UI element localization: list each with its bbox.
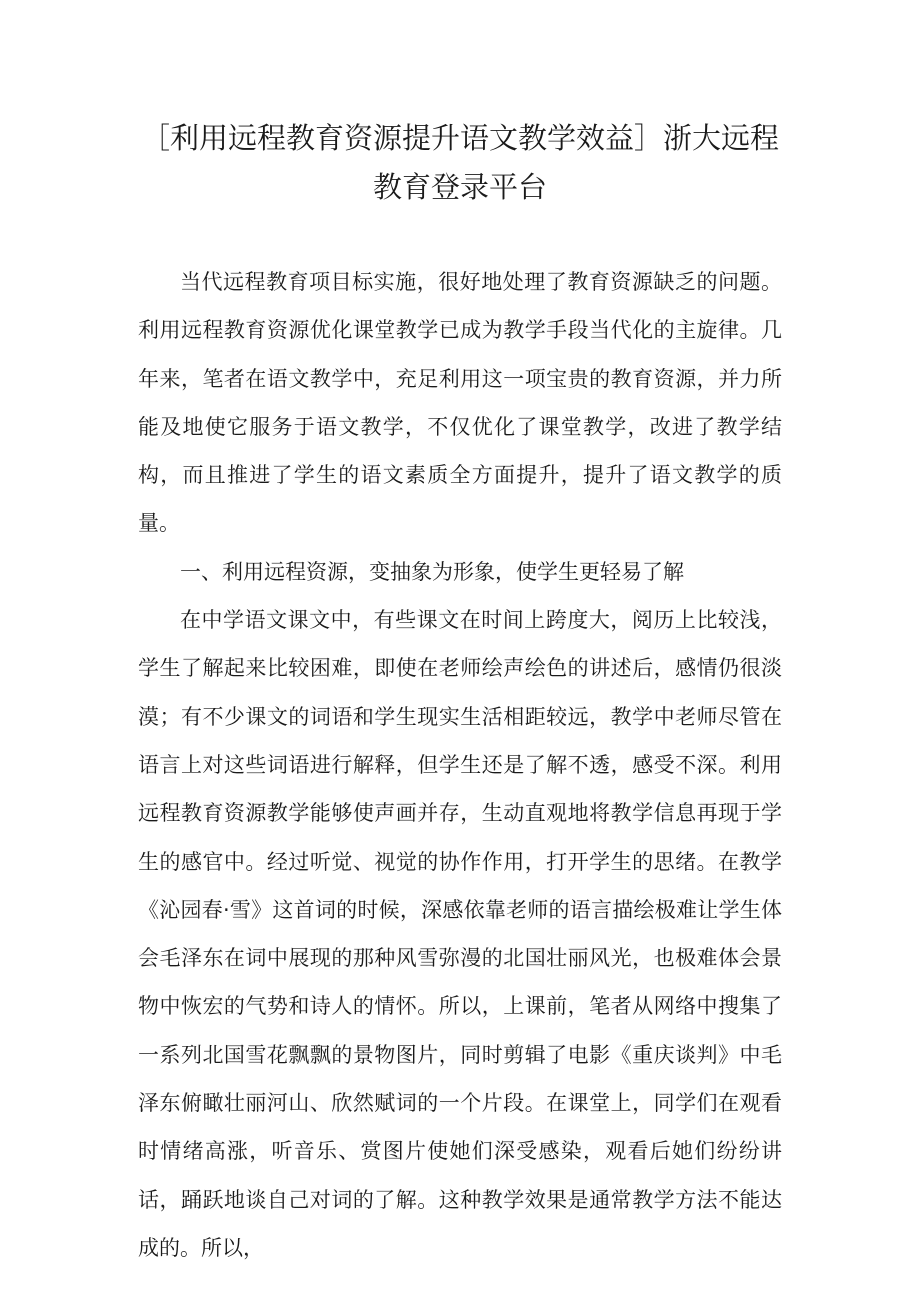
paragraph-intro: 当代远程教育项目标实施，很好地处理了教育资源缺乏的问题。利用远程教育资源优化课堂教学已成为教学手段当代化的主旋律。几年来，笔者在语文教学中，充足利用这一项宝贵的教育资源，并力所能及地使它服务于语文教学，不仅优化了课堂教学，改进了教学结构，而且推进了学生的语文素质全方面提升，提升了语文教学的质量。 xyxy=(138,270,782,536)
document-title: ［利用远程教育资源提升语文教学效益］浙大远程教育登录平台 xyxy=(140,121,779,204)
section-heading-1: 一、利用远程资源，变抽象为形象，使学生更轻易了解 xyxy=(180,559,684,584)
document-body xyxy=(138,258,782,1272)
paragraph-section-1: 在中学语文课文中，有些课文在时间上跨度大，阅历上比较浅，学生了解起来比较困难，即使在老师绘声绘色的讲述后，感情仍很淡漠；有不少课文的词语和学生现实生活相距较远，教学中老师尽管在语言上对这些词语进行解释，但学生还是了解不透，感受不深。利用远程教育资源教学能够使声画并存，生动直观地将教学信息再现于学生的感官中。经过听觉、视觉的协作作用，打开学生的思绪。在教学《沁园春·雪》这首词的时候，深感依靠老师的语言描绘极难让学生体会毛泽东在词中展现的那种风雪弥漫的北国壮丽风光，也极难体会景物中恢宏的气势和诗人的情怀。所以，上课前，笔者从网络中搜集了一系列北国雪花飘飘的景物图片，同时剪辑了电影《重庆谈判》中毛泽东俯瞰壮丽河山、欣然赋词的一个片段。在课堂上，同学们在观看时情绪高涨，听音乐、赏图片使她们深受感染，观看后她们纷纷讲话，踊跃地谈自己对词的了解。这种教学效果是通常教学方法不能达成的。所以， xyxy=(138,608,782,1260)
